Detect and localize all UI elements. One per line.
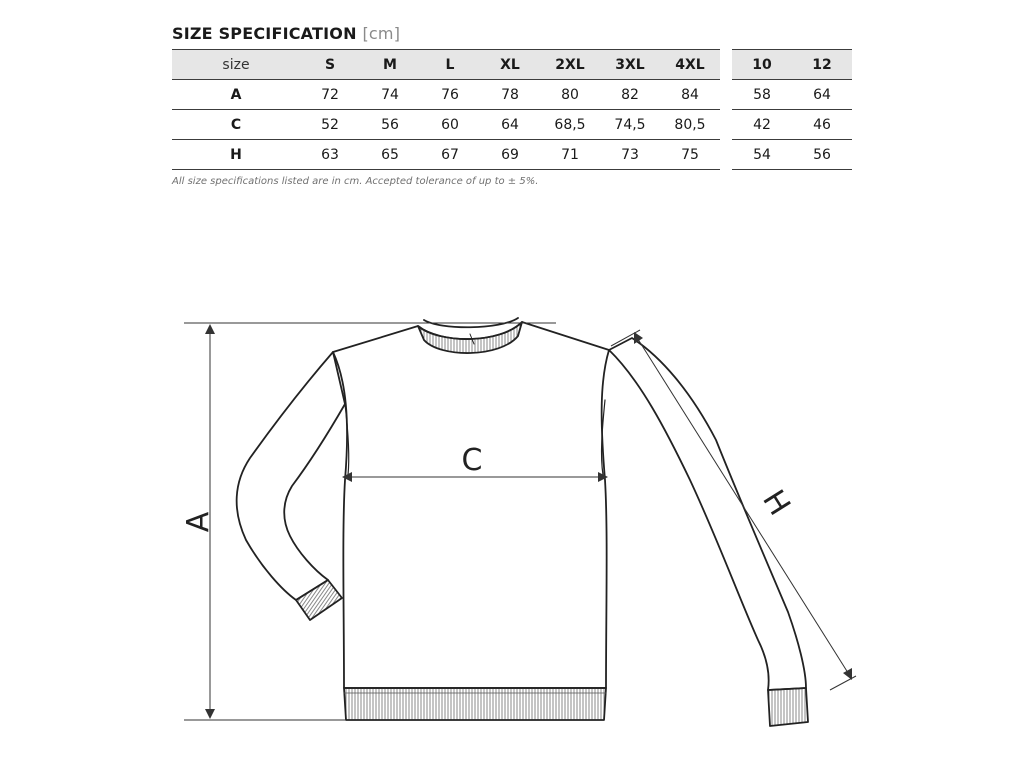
table-cell: 80,5 [660,110,720,140]
size-header: size [172,50,300,80]
size-col-header: 12 [792,50,852,80]
size-col-header: S [300,50,360,80]
body-outline [333,322,609,688]
size-col-header: XL [480,50,540,80]
size-col-header: L [420,50,480,80]
size-col-header: 10 [732,50,792,80]
size-col-header: 2XL [540,50,600,80]
table-cell: 56 [792,140,852,170]
size-col-header: 3XL [600,50,660,80]
table-cell: 67 [420,140,480,170]
size-col-header: 4XL [660,50,720,80]
table-cell: 74,5 [600,110,660,140]
row-label: C [172,110,300,140]
row-label: H [172,140,300,170]
table-cell: 64 [480,110,540,140]
left-sleeve [237,352,345,600]
dimension-h-label: H [755,484,797,522]
table-cell: 69 [480,140,540,170]
table-cell: 54 [732,140,792,170]
table-cell: 58 [732,80,792,110]
table-cell: 52 [300,110,360,140]
table-cell: 71 [540,140,600,170]
title-unit: [cm] [362,24,401,43]
table-cell: 82 [600,80,660,110]
table-cell: 78 [480,80,540,110]
table-cell: 46 [792,110,852,140]
table-cell: 80 [540,80,600,110]
table-cell: 74 [360,80,420,110]
right-cuff [768,688,808,726]
table-cell: 75 [660,140,720,170]
table-cell: 56 [360,110,420,140]
table-cell: 84 [660,80,720,110]
size-col-header: M [360,50,420,80]
table-cell: 68,5 [540,110,600,140]
row-label: A [172,80,300,110]
dimension-h [611,330,856,690]
table-cell: 72 [300,80,360,110]
table-cell: 63 [300,140,360,170]
table-cell: 60 [420,110,480,140]
dimension-c-label: C [461,443,483,478]
left-cuff [296,580,342,620]
sweatshirt-icon [237,318,808,726]
table-cell: 65 [360,140,420,170]
dimension-a-label: A [181,511,216,533]
tolerance-note: All size specifications listed are in cm. Accepted tolerance of up to ± 5%. [172,176,539,187]
table-cell: 64 [792,80,852,110]
table-cell: 76 [420,80,480,110]
title-main: SIZE SPECIFICATION [172,24,357,43]
table-cell: 73 [600,140,660,170]
table-cell: 42 [732,110,792,140]
